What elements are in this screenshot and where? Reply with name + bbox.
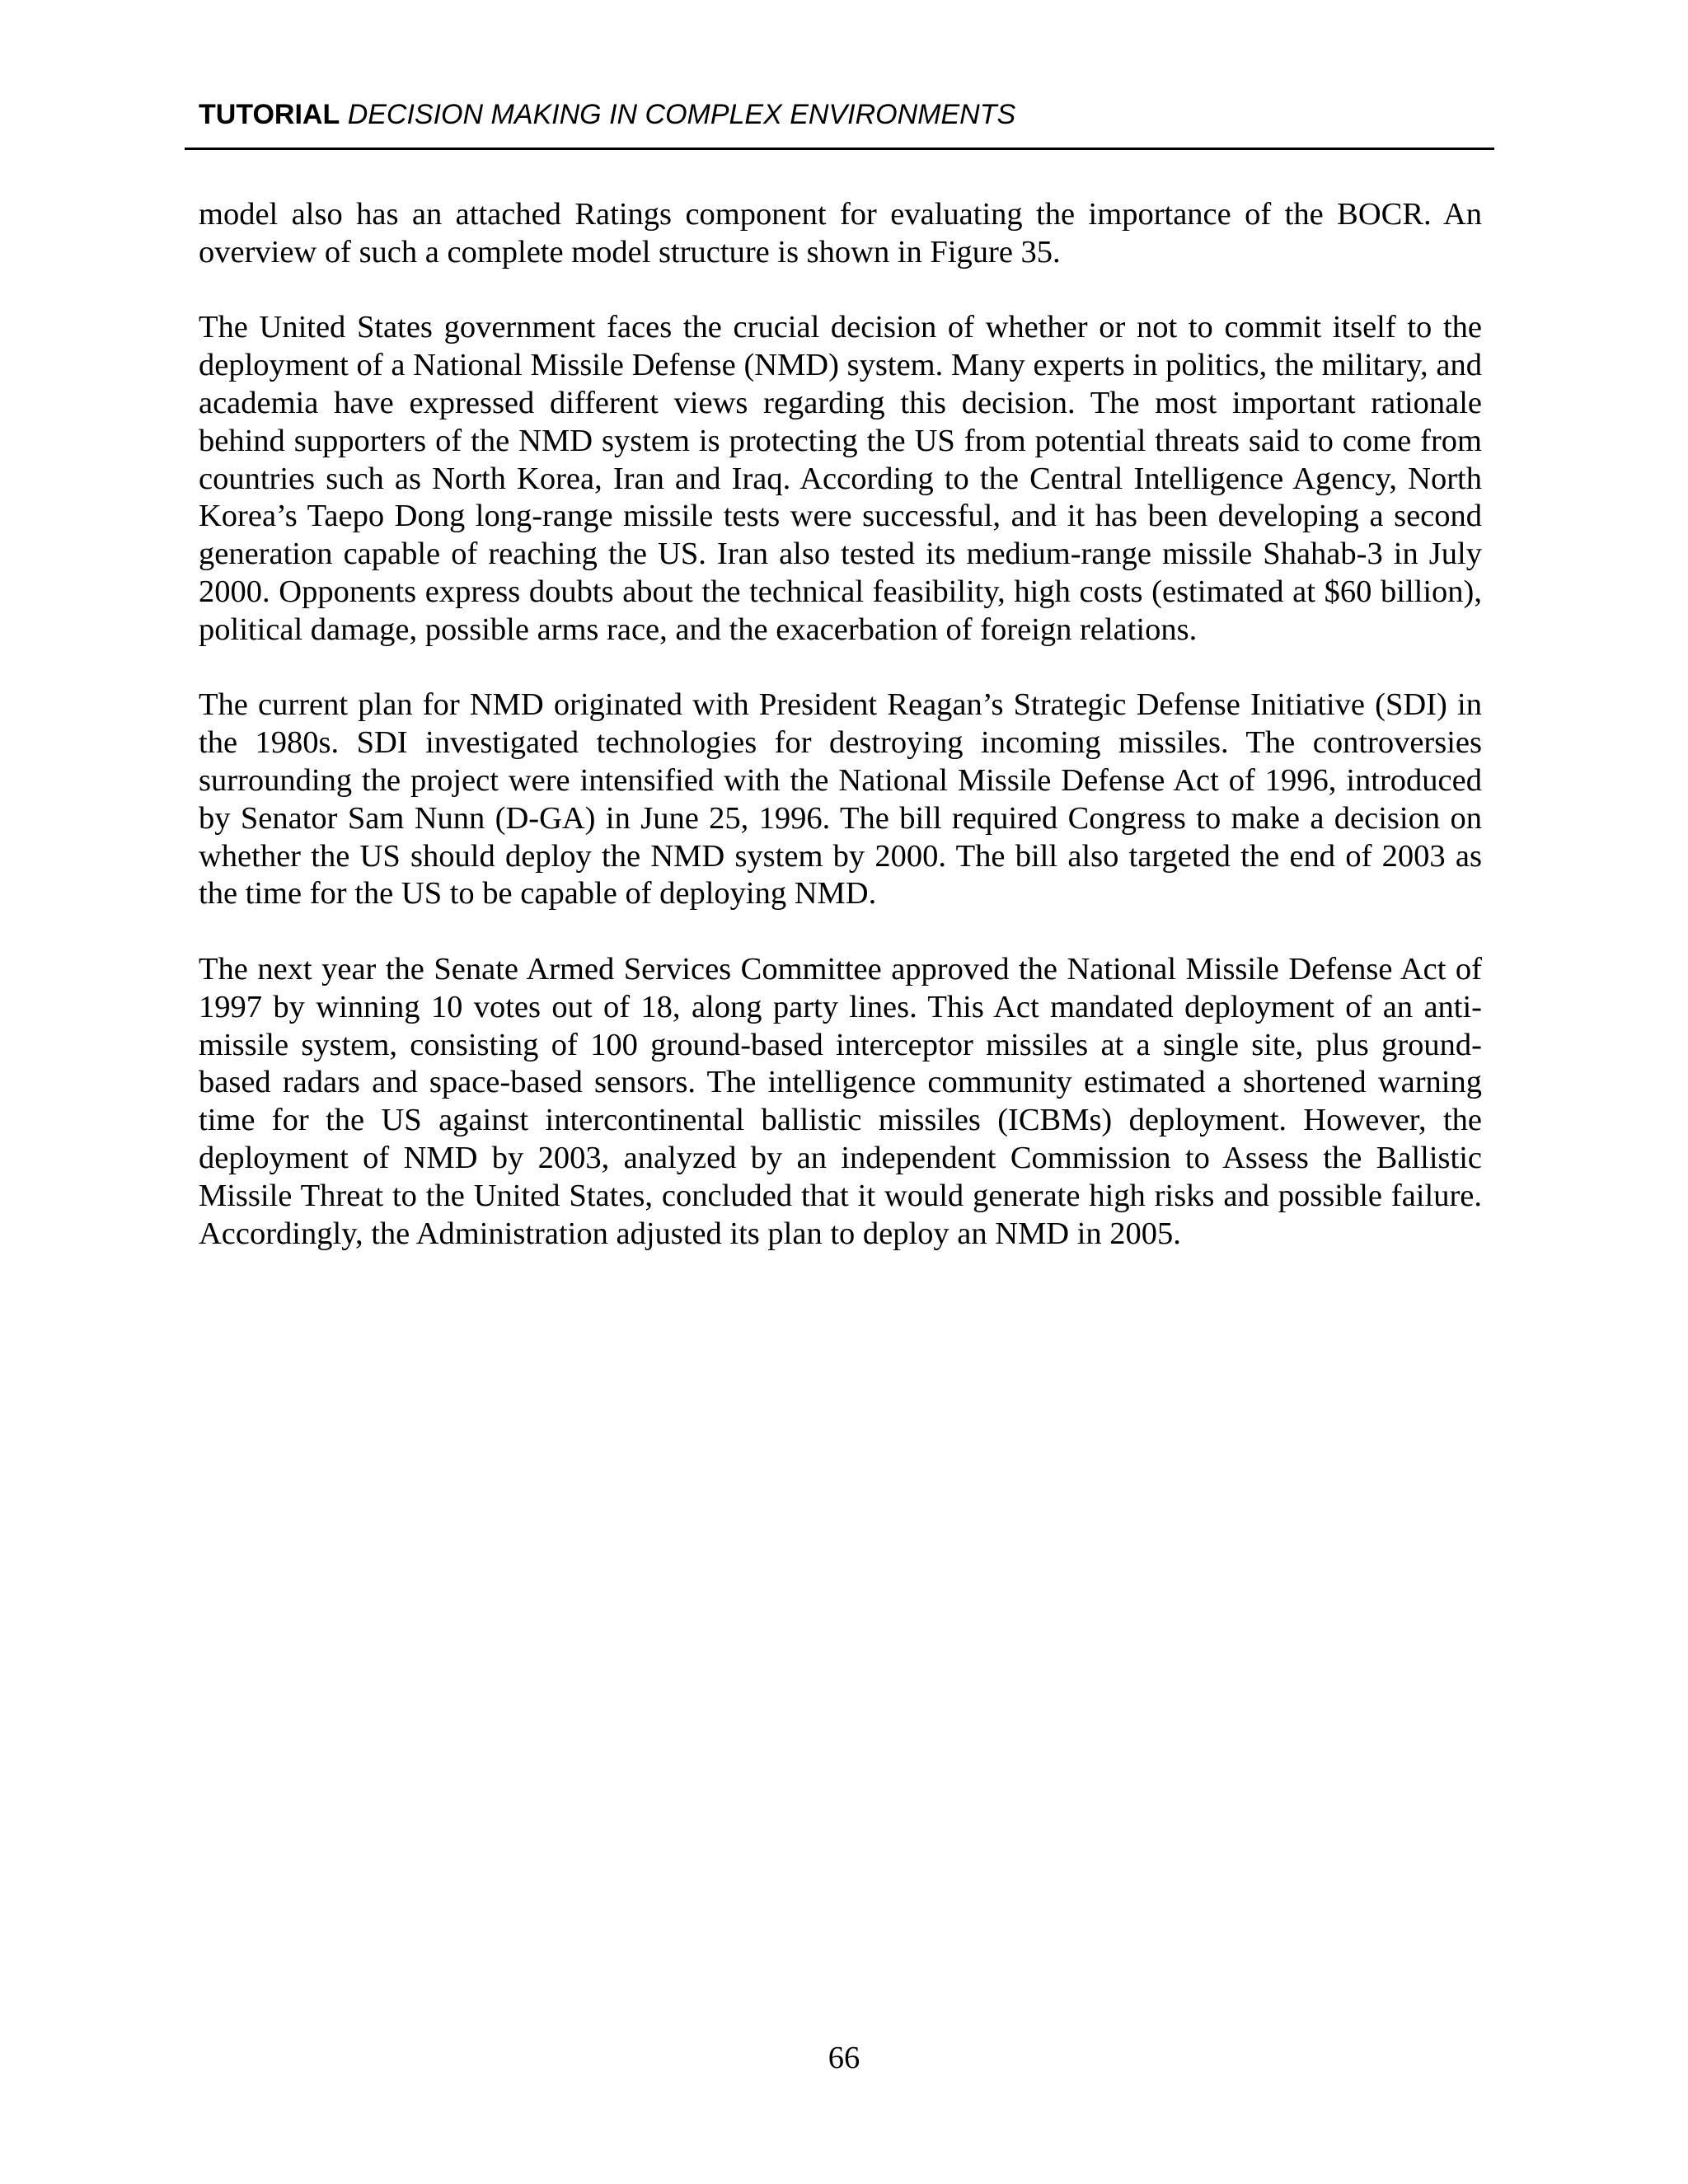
paragraph: The United States government faces the crucial decision of whether or not to commit itself to the deployment of a National Missile Defense (NMD) system. Many experts in politics, the military, and academia have expressed different views regarding this decision. The most important rationale behind supporters of the NMD system is protecting the US from potential threats said to come from countries such as North Korea, Iran and Iraq. According to the Central Intelligence Agency, North Korea’s Taepo Dong long-range missile tests were successful, and it has been developing a second generation capable of reaching the US. Iran also tested its medium-range missile Shahab-3 in July 2000. Opponents express doubts about the technical feasibility, high costs (estimated at $60 billion), political damage, possible arms race, and the exacerbation of foreign relations. <box>199 310 1482 647</box>
paragraph: The current plan for NMD originated with President Reagan’s Strategic Defense Initiative (SDI) in the 1980s. SDI investigated technologies for destroying incoming missiles. The controversies surrounding the project were intensified with the National Missile Defense Act of 1996, introduced by Senator Sam Nunn (D-GA) in June 25, 1996. The bill required Congress to make a decision on whether the US should deploy the NMD system by 2000. The bill also targeted the end of 2003 as the time for the US to be capable of deploying NMD. <box>199 687 1482 912</box>
header-section-label: TUTORIAL <box>199 99 340 130</box>
paragraph: model also has an attached Ratings component for evaluating the importance of the BOCR. An overview of such a complete model structure is shown in Figure 35. <box>199 197 1482 269</box>
body-text <box>199 196 1482 1291</box>
paragraph: The next year the Senate Armed Services Committee approved the National Missile Defense Act of 1997 by winning 10 votes out of 18, along party lines. This Act mandated deployment of an anti-missile system, consisting of 100 ground-based interceptor missiles at a single site, plus ground-based radars and space-based sensors. The intelligence community estimated a shortened warning time for the US against intercontinental ballistic missiles (ICBMs) deployment. However, the deployment of NMD by 2003, analyzed by an independent Commission to Assess the Ballistic Missile Threat to the United States, concluded that it would generate high risks and possible failure. Accordingly, the Administration adjusted its plan to deploy an NMD in 2005. <box>199 951 1482 1251</box>
header-rule <box>185 148 1494 150</box>
header-book-title: DECISION MAKING IN COMPLEX ENVIRONMENTS <box>347 99 1016 130</box>
page-number: 66 <box>828 2041 860 2075</box>
running-header <box>199 97 1015 132</box>
